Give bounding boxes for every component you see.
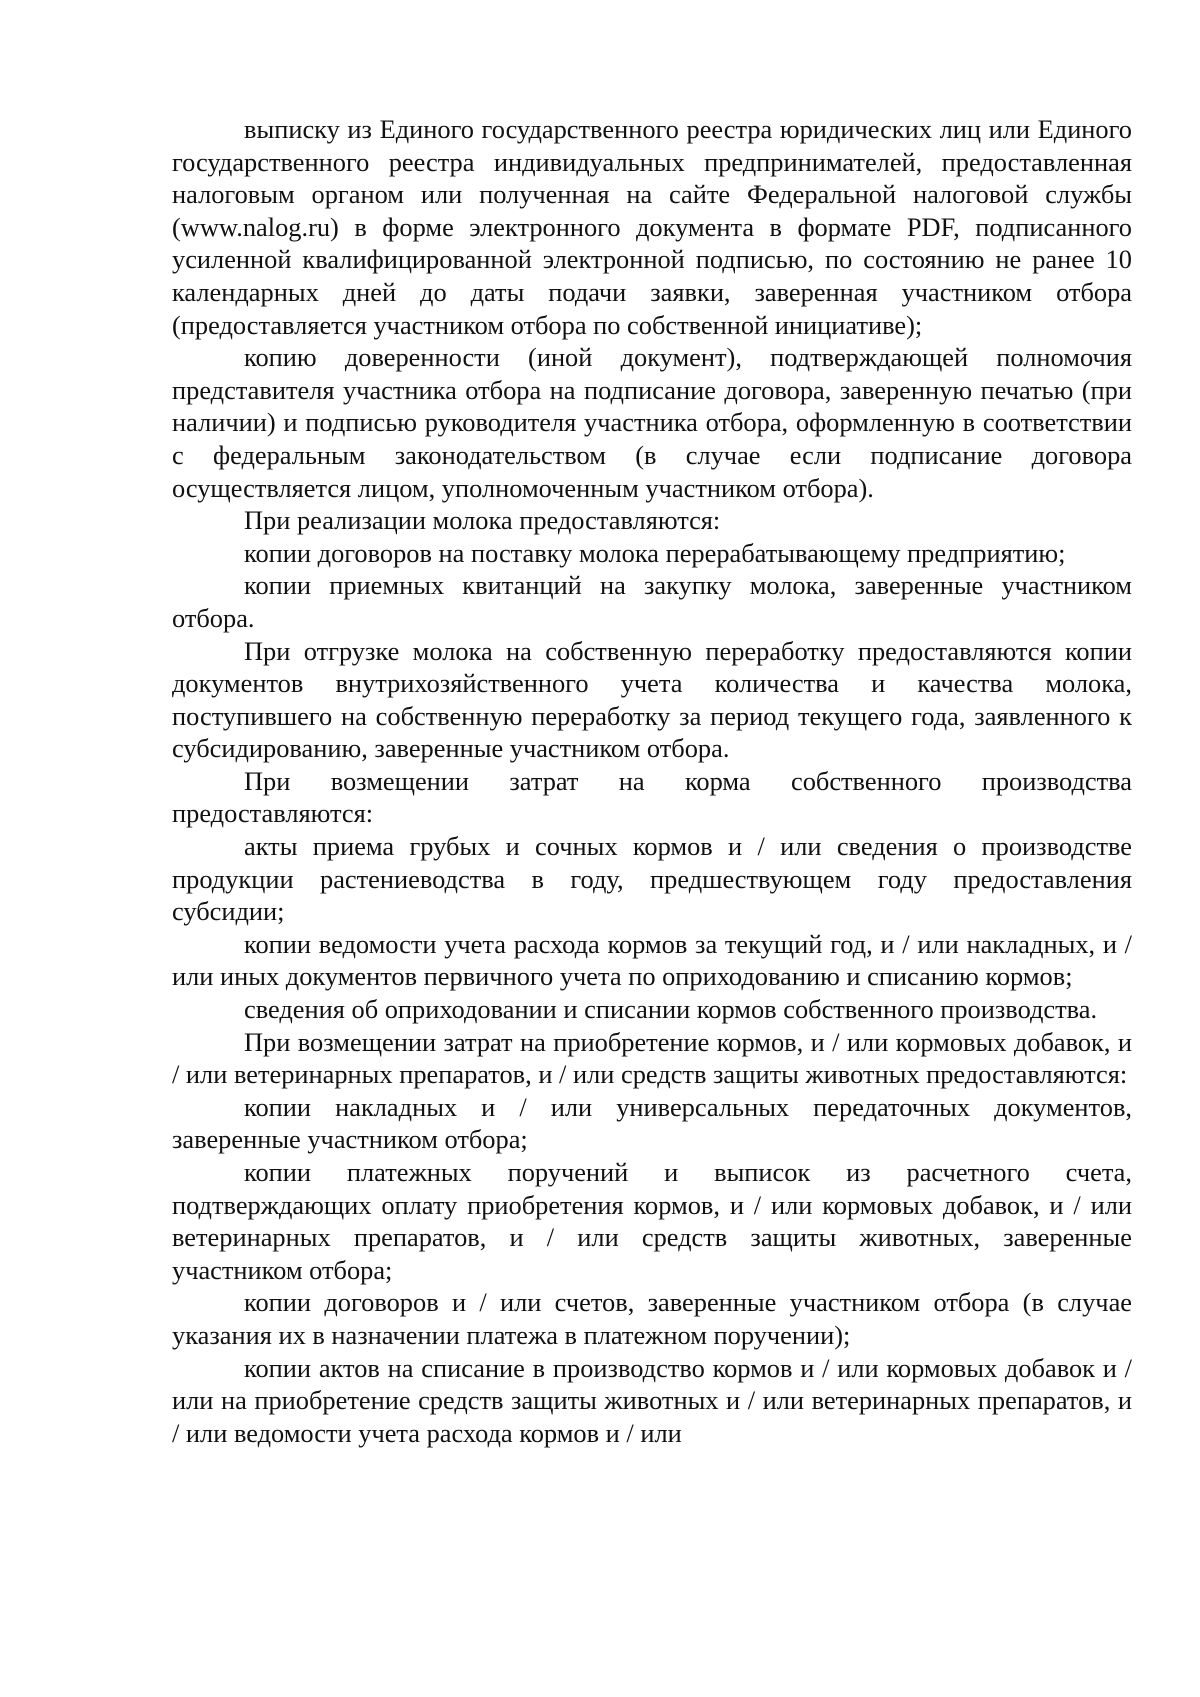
paragraph-invoices: копии накладных и / или универсальных передаточных документов, заверенные участником отбора; [172, 1091, 1132, 1155]
paragraph-milk-sale-heading: При реализации молока предоставляются: [244, 505, 721, 536]
paragraph-own-feed-heading: При возмещении затрат на корма собственного производства предоставляются: [172, 765, 1132, 829]
paragraph-contracts-bills: копии договоров и / или счетов, заверенные участником отбора (в случае указания их в назначении платежа в платежном поручении); [172, 1287, 1132, 1350]
document-page [172, 113, 1132, 1449]
paragraph-milk-supply-contracts: копии договоров на поставку молока перерабатывающему предприятию; [244, 537, 1066, 568]
paragraph-feed-consumption-records: копии ведомости учета расхода кормов за текущий год, и / или накладных, и / или иных документов первичного учета по оприходованию и списанию кормов; [172, 928, 1132, 992]
paragraph-milk-receipts: копии приемных квитанций на закупку молока, заверенные участником отбора. [172, 570, 1132, 633]
paragraph-feed-acceptance-acts: акты приема грубых и сочных кормов и / или сведения о производстве продукции растениеводства в году, предшествующем году предоставления субсидии; [172, 831, 1132, 927]
paragraph-feed-write-off-info: сведения об оприходовании и списании кормов собственного производства. [244, 994, 1098, 1025]
paragraph-power-of-attorney: копию доверенности (иной документ), подтверждающей полномочия представителя участника отбора на подписание договора, заверенную печатью (при наличии) и подписью руководителя участника отбора, оформленную в соответствии с федеральным законодательством (в случае если подписание договора осуществляется лицом, уполномоченным участником отбора). [172, 342, 1132, 503]
paragraph-write-off-acts: копии актов на списание в производство кормов и / или кормовых добавок и / или на приобретение средств защиты животных и / или ветеринарных препаратов, и / или ведомости учета расхода кормов и / или [172, 1352, 1132, 1448]
paragraph-egrul-extract: выписку из Единого государственного реестра юридических лиц или Единого государственного реестра индивидуальных предпринимателей, предоставленная налоговым органом или полученная на сайте Федеральной налоговой службы (www.nalog.ru) в форме электронного документа в формате PDF, подписанного усиленной квалифицированной электронной подписью, по состоянию не ранее 10 календарных дней до даты подачи заявки, заверенная участником отбора (предоставляется участником отбора по собственной инициативе); [172, 114, 1132, 340]
paragraph-own-processing: При отгрузке молока на собственную переработку предоставляются копии документов внутрихозяйственного учета количества и качества молока, поступившего на собственную переработку за период текущего года, заявленного к субсидированию, заверенные участником отбора. [172, 635, 1132, 764]
paragraph-purchase-heading: При возмещении затрат на приобретение кормов, и / или кормовых добавок, и / или ветеринарных препаратов, и / или средств защиты животных предоставляются: [172, 1026, 1132, 1090]
paragraph-payment-orders: копии платежных поручений и выписок из расчетного счета, подтверждающих оплату приобретения кормов, и / или кормовых добавок, и / или ветеринарных препаратов, и / или средств защиты животных, заверенные участником отбора; [172, 1157, 1132, 1285]
